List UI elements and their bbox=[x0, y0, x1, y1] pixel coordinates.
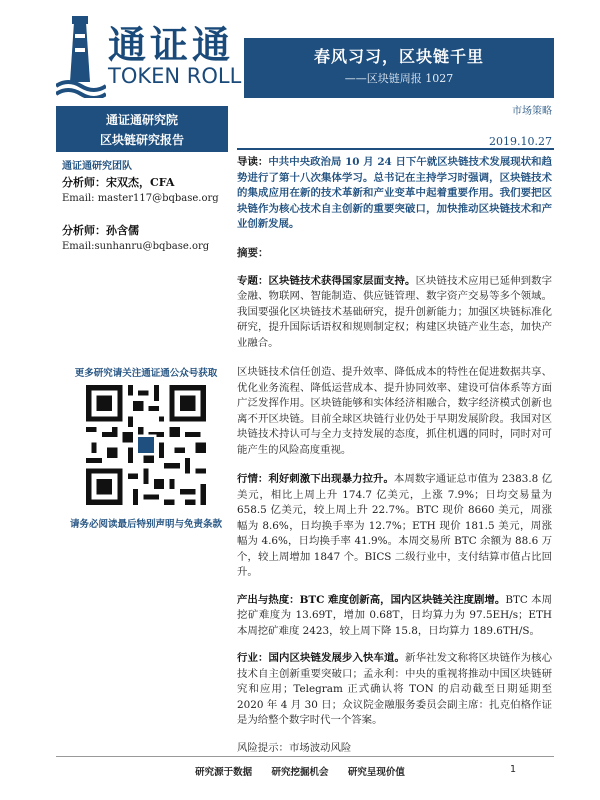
page-number: 1 bbox=[509, 764, 516, 775]
topic-text: 区块链技术应用已延伸到数字金融、物联网、智能制造、供应链管理、数字资产交易等多个领域。我国要强化区块链技术基础研究，提升创新能力；加强区块链标准化研究，提升国际话语权和规则制定权；构建区块链产业生态，加快产业融合。 bbox=[237, 274, 552, 349]
market-text: 本周数字通证总市值为 2383.8 亿美元，相比上周上升 174.7 亿美元，上涨 7.9%；日均交易量为 658.5 亿美元，较上周上升 22.7%。BTC 现价 8660 美元，周涨幅为 8.6%，日均换手率为 12.7%；ETH 现价 181.5 美元，周涨幅为 4.6%，日均换手率 41.9%。本周交易所 BTC 余额为 88.6 万个，较上周增加 1847 个。BICS 二级行业中，支付结算市值占比回升。 bbox=[237, 473, 552, 578]
hash-label: 产出与热度：BTC 难度创新高，国内区块链关注度剧增。 bbox=[237, 593, 506, 606]
disclaimer-text: 请务必阅读最后特别声明与免责条款 bbox=[69, 519, 222, 530]
analyst-block bbox=[62, 222, 209, 252]
wechat-qr-icon[interactable] bbox=[81, 380, 211, 510]
risk-paragraph bbox=[237, 741, 552, 757]
promo-text: 更多研究请关注通证通公众号获取 bbox=[74, 368, 218, 379]
intro-label: 导读： bbox=[237, 156, 269, 168]
hash-text: BTC 本周挖矿难度为 13.69T，增加 0.68T，日均算力为 97.5EH/s；ETH 本周挖矿难度 2423，较上周下降 15.8，日均算力 189.6TH/S。 bbox=[237, 593, 552, 637]
analyst-email[interactable]: Email:sunhanru@bqbase.org bbox=[62, 241, 210, 252]
logo bbox=[56, 12, 242, 98]
topic-paragraph bbox=[237, 274, 552, 352]
main-content bbox=[237, 155, 552, 765]
industry-text: 新华社发文称将区块链作为核心技术自主创新重要突破口；孟永利：中央的重视将推动中国区块链研究和应用；Telegram 正式确认将 TON 的启动截至日期延期至 2020 年 4 月 30 日；众议院金融服务委员会副主席：扎克伯格作证是为给整个数字时代一个答案。 bbox=[237, 652, 553, 726]
footer-item: 研究源于数据 bbox=[195, 767, 253, 778]
intro-paragraph bbox=[237, 155, 552, 233]
report-date: 2019.10.27 bbox=[489, 135, 552, 148]
footer-divider bbox=[56, 756, 554, 757]
title-banner bbox=[244, 38, 554, 98]
report-subtitle: ——区块链周报 1027 bbox=[344, 72, 454, 85]
footer-item: 研究呈现价值 bbox=[347, 767, 405, 778]
risk-text: 市场波动风险 bbox=[288, 741, 352, 754]
analyst-name: 分析师：孙含儒 bbox=[62, 224, 139, 237]
industry-label: 行业：国内区块链发展步入快车道。 bbox=[237, 652, 406, 664]
topic-paragraph-2: 区块链技术信任创造、提升效率、降低成本的特性在促进数据共享、优化业务流程、降低运营成本、提升协同效率、建设可信体系等方面广泛发挥作用。区块链能够和实体经济相融合，数字经济模式创新也离不开区块链。目前全球区块链行业仍处于早期发展阶段。我国对区块链技术持认可与全力支持发展的态度，抓住机遇的同时，同时对可能产生的风险高度重视。 bbox=[237, 366, 552, 456]
analyst-name: 分析师：宋双杰，CFA bbox=[62, 176, 175, 189]
industry-paragraph bbox=[237, 651, 552, 729]
report-category: 市场策略 bbox=[512, 106, 552, 117]
header-divider bbox=[237, 148, 554, 150]
logo-chinese-text: 通证通 bbox=[108, 23, 235, 67]
topic-label: 专题：区块链技术获得国家层面支持。 bbox=[237, 274, 416, 287]
logo-english-text: TOKEN ROLL bbox=[108, 64, 242, 88]
abstract-label: 摘要： bbox=[237, 246, 269, 259]
team-title: 通证通研究团队 bbox=[62, 161, 132, 172]
report-type: 区块链研究报告 bbox=[99, 133, 184, 147]
footer-item: 研究挖掘机会 bbox=[271, 767, 329, 778]
institute-name: 通证通研究院 bbox=[105, 113, 178, 127]
analyst-block bbox=[62, 174, 219, 204]
lighthouse-logo-icon bbox=[56, 12, 106, 98]
institute-box bbox=[56, 106, 228, 152]
risk-label: 风险提示： bbox=[237, 741, 289, 754]
report-title: 春风习习，区块链千里 bbox=[313, 47, 484, 66]
market-paragraph bbox=[237, 472, 552, 581]
analyst-email[interactable]: Email: master117@bqbase.org bbox=[62, 193, 219, 204]
intro-text: 中共中央政治局 10 月 24 日下午就区块链技术发展现状和趋势进行了第十八次集体学习。总书记在主持学习时强调，区块链技术的集成应用在新的技术革新和产业变革中起着重要作用。我们要把区块链作为核心技术自主创新的重要突破口，加快推动区块链技术和产业创新发展。 bbox=[237, 156, 553, 230]
market-label: 行情：利好刺激下出现暴力拉升。 bbox=[237, 473, 394, 485]
hash-paragraph bbox=[237, 593, 552, 640]
